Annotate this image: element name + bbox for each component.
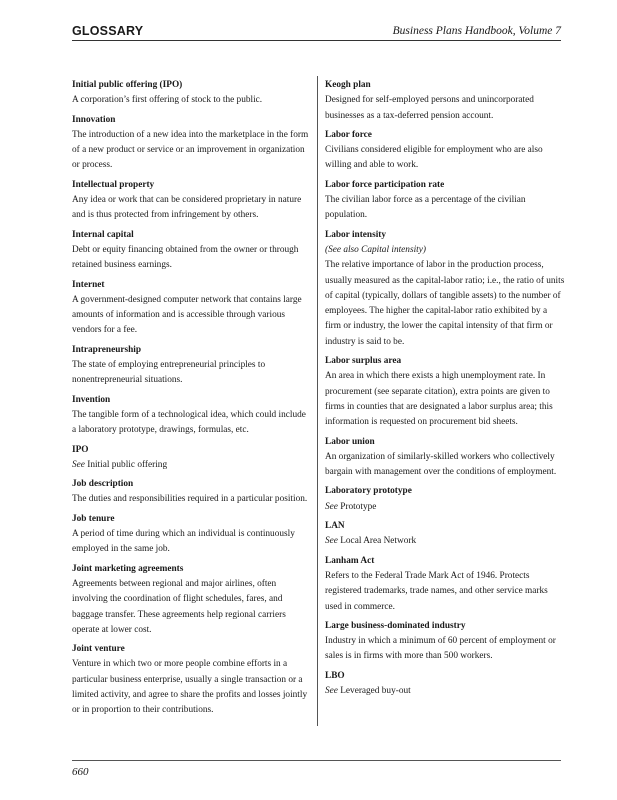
glossary-entry xyxy=(72,642,312,718)
glossary-term: Innovation xyxy=(72,114,116,125)
see-target: Initial public offering xyxy=(87,459,168,470)
glossary-entry xyxy=(325,619,565,665)
see-reference xyxy=(325,534,565,549)
glossary-term: LAN xyxy=(325,521,345,532)
section-title: GLOSSARY xyxy=(72,24,144,38)
glossary-definition: An organization of similarly-skilled workers who collectively bargain with management over the conditions of employment. xyxy=(325,451,557,478)
book-title: Business Plans Handbook, Volume 7 xyxy=(392,25,561,37)
glossary-term: Initial public offering (IPO) xyxy=(72,80,183,90)
glossary-definition: The introduction of a new idea into the marketplace in the form of a new product or service or an improvement in organization or process. xyxy=(72,129,309,171)
glossary-entry xyxy=(72,113,312,174)
glossary-entry xyxy=(325,519,565,550)
see-reference xyxy=(325,684,565,699)
glossary-entry xyxy=(72,343,312,389)
glossary-entry xyxy=(72,228,312,274)
glossary-entry xyxy=(72,443,312,474)
glossary-entry xyxy=(72,393,312,439)
glossary-entry xyxy=(325,554,565,615)
see-reference xyxy=(325,500,565,515)
see-also-note: (See also Capital intensity) xyxy=(325,244,426,255)
glossary-entry xyxy=(325,484,565,515)
glossary-entry xyxy=(325,435,565,481)
see-label: See xyxy=(325,536,338,547)
glossary-left-column xyxy=(72,78,312,723)
glossary-definition: A period of time during which an individual is continuously employed in the same job. xyxy=(72,529,295,555)
glossary-term: Keogh plan xyxy=(325,80,371,90)
glossary-entry xyxy=(72,477,312,508)
glossary-definition: A corporation’s first offering of stock to the public. xyxy=(72,95,263,106)
glossary-entry xyxy=(72,278,312,339)
glossary-definition: Civilians considered eligible for employment who are also willing and able to work. xyxy=(325,145,543,171)
glossary-term: Intrapreneurship xyxy=(72,344,142,355)
glossary-entry xyxy=(72,78,312,109)
glossary-term: Internal capital xyxy=(72,229,134,240)
glossary-term: IPO xyxy=(72,444,89,455)
footer-divider xyxy=(72,760,561,761)
see-target: Local Area Network xyxy=(340,536,417,547)
header-divider xyxy=(72,40,561,41)
see-target: Leveraged buy-out xyxy=(340,685,411,696)
page-number: 660 xyxy=(72,766,89,778)
column-divider xyxy=(317,76,318,726)
glossary-entry xyxy=(325,228,565,350)
glossary-definition: Designed for self-employed persons and unincorporated businesses as a tax-deferred pension account. xyxy=(325,95,534,121)
glossary-term: Labor force xyxy=(325,129,372,140)
glossary-definition: Agreements between regional and major airlines, often involving the coordination of flight schedules, fares, and baggage transfer. These agreements help regional carriers operate at lower cost. xyxy=(72,578,286,635)
glossary-definition: Industry in which a minimum of 60 percent of employment or sales is in firms with more than 500 workers. xyxy=(325,636,556,662)
glossary-entry xyxy=(72,178,312,224)
glossary-entry xyxy=(72,562,312,638)
glossary-term: Job description xyxy=(72,479,134,490)
see-reference xyxy=(72,458,312,473)
glossary-term: Laboratory prototype xyxy=(325,486,412,497)
glossary-definition: The duties and responsibilities required in a particular position. xyxy=(72,494,308,505)
glossary-term: Labor surplus area xyxy=(325,356,402,367)
glossary-definition: Venture in which two or more people combine efforts in a particular business enterprise, usually a single transaction or a limited activity, and agree to share the profits and losses jointly or in proportion to their contributions. xyxy=(72,659,308,716)
see-target: Prototype xyxy=(340,501,377,512)
glossary-term: Joint venture xyxy=(72,644,125,655)
glossary-entry xyxy=(325,78,565,124)
glossary-definition: The civilian labor force as a percentage of the civilian population. xyxy=(325,195,526,221)
glossary-definition: A government-designed computer network that contains large amounts of information and is accessible through various vendors for a fee. xyxy=(72,294,302,336)
glossary-entry xyxy=(325,128,565,174)
glossary-definition: The relative importance of labor in the production process, usually measured as the capital-labor ratio; i.e., the ratio of units of capital (typically, dollars of tangible assets) to the number of employees. The higher the capital-labor ratio exhibited by a firm or industry, the lower the capital intensity of that firm or industry is said to be. xyxy=(325,260,565,347)
glossary-entry xyxy=(325,178,565,224)
glossary-entry xyxy=(325,354,565,430)
glossary-definition: Refers to the Federal Trade Mark Act of 1946. Protects registered trademarks, trade names, and other service marks used in commerce. xyxy=(325,570,548,612)
glossary-definition: Debt or equity financing obtained from the owner or through retained business earnings. xyxy=(72,244,299,271)
glossary-term: LBO xyxy=(325,670,345,681)
glossary-term: Labor union xyxy=(325,436,375,447)
see-label: See xyxy=(72,459,85,470)
glossary-term: Lanham Act xyxy=(325,555,375,566)
glossary-entry xyxy=(72,512,312,558)
glossary-term: Job tenure xyxy=(72,513,115,524)
glossary-term: Labor intensity xyxy=(325,229,387,240)
glossary-definition: The tangible form of a technological idea, which could include a laboratory prototype, drawings, formulas, etc. xyxy=(72,409,306,436)
glossary-term: Invention xyxy=(72,394,111,405)
glossary-entry xyxy=(325,669,565,700)
glossary-term: Large business-dominated industry xyxy=(325,620,466,631)
glossary-definition: Any idea or work that can be considered proprietary in nature and is thus protected from infringement by others. xyxy=(72,195,302,221)
glossary-term: Labor force participation rate xyxy=(325,179,445,190)
glossary-definition: An area in which there exists a high unemployment rate. In procurement (see separate citation), extra points are given to firms in counties that are designated a labor surplus area; this information is requested on procurement bid sheets. xyxy=(325,371,553,428)
see-label: See xyxy=(325,501,338,512)
glossary-definition: The state of employing entrepreneurial principles to nonentrepreneurial situations. xyxy=(72,360,266,386)
glossary-right-column xyxy=(325,78,565,703)
see-label: See xyxy=(325,685,338,696)
glossary-term: Intellectual property xyxy=(72,179,155,190)
glossary-term: Joint marketing agreements xyxy=(72,563,184,574)
glossary-term: Internet xyxy=(72,279,105,290)
